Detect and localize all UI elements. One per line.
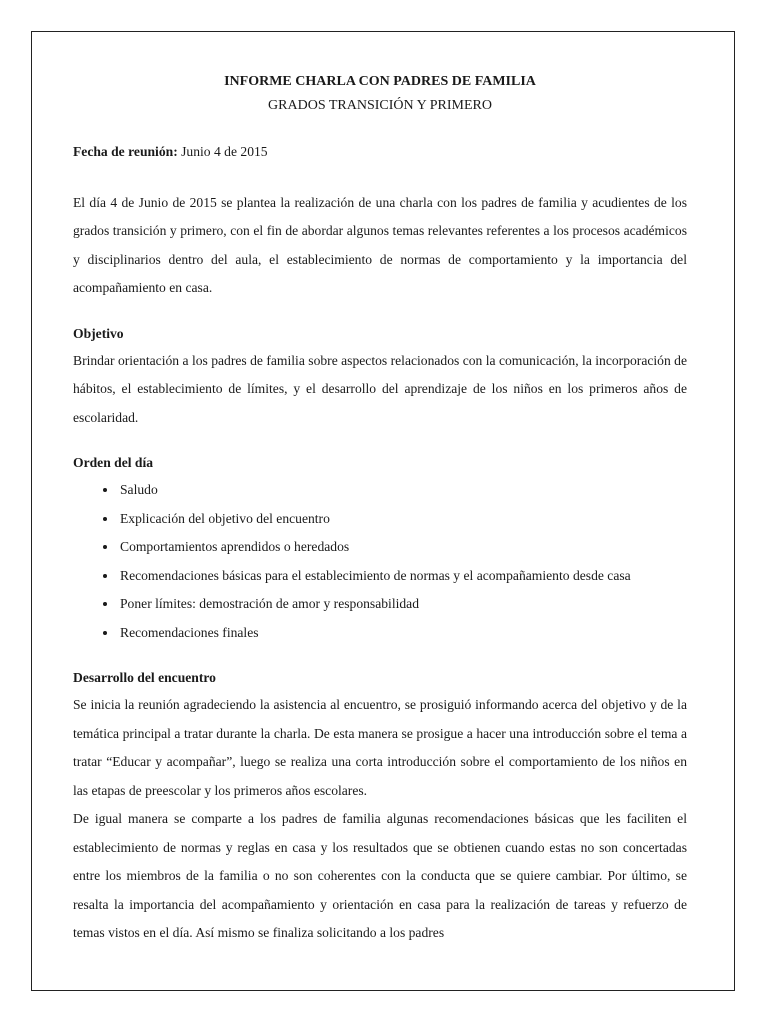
objetivo-heading: Objetivo	[73, 325, 124, 341]
document-content	[73, 70, 687, 948]
agenda-item: • Saludo	[118, 476, 687, 505]
orden-heading: Orden del día	[73, 455, 154, 470]
agenda-item: • Recomendaciones finales	[118, 619, 687, 648]
agenda-item: • Explicación del objetivo del encuentro	[118, 505, 687, 534]
objetivo-paragraph: Brindar orientación a los padres de familia sobre aspectos relacionados con la comunicación, la incorporación de hábitos, el establecimiento de límites, y el desarrollo del aprendizaje de los niños en los primeros años de escolaridad.	[73, 352, 687, 425]
desarrollo-heading: Desarrollo del encuentro	[73, 670, 216, 685]
agenda-list	[73, 476, 687, 647]
desarrollo-paragraph-1: Se inicia la reunión agradeciendo la asistencia al encuentro, se prosiguió informando acerca del objetivo y de la temática principal a tratar durante la charla. De esta manera se prosigue a hacer una introducción sobre el tema a tratar “Educar y acompañar”, luego se realiza una corta introducción sobre el comportamiento de los niños en las etapas de preescolar y los primeros años escolares.	[73, 697, 687, 798]
agenda-item: • Recomendaciones básicas para el establecimiento de normas y el acompañamiento desde casa	[118, 562, 687, 591]
document-subtitle: GRADOS TRANSICIÓN Y PRIMERO	[268, 98, 492, 113]
meeting-date	[73, 138, 687, 167]
agenda-item: • Comportamientos aprendidos o heredados	[118, 533, 687, 562]
meeting-date-label: Fecha de reunión:	[73, 144, 178, 159]
intro-paragraph: El día 4 de Junio de 2015 se plantea la realización de una charla con los padres de familia y acudientes de los grados transición y primero, con el fin de abordar algunos temas relevantes referentes a los procesos académicos y disciplinarios dentro del aula, el establecimiento de normas de comportamiento y la importancia del acompañamiento en casa.	[73, 194, 687, 295]
document-page	[31, 31, 735, 991]
meeting-date-value: Junio 4 de 2015	[177, 144, 268, 159]
document-title: INFORME CHARLA CON PADRES DE FAMILIA	[224, 74, 536, 89]
desarrollo-paragraph-2: De igual manera se comparte a los padres de familia algunas recomendaciones básicas que les faciliten el establecimiento de normas y reglas en casa y los resultados que se obtienen cuando estas no son concertadas entre los miembros de la familia o no son coherentes con la conducta que se quiere cambiar. Por último, se resalta la importancia del acompañamiento y orientación en casa para la realización de tareas y refuerzo de temas vistos en el día. Así mismo se finaliza solicitando a los padres	[73, 811, 687, 940]
agenda-item: • Poner límites: demostración de amor y responsabilidad	[118, 590, 687, 619]
